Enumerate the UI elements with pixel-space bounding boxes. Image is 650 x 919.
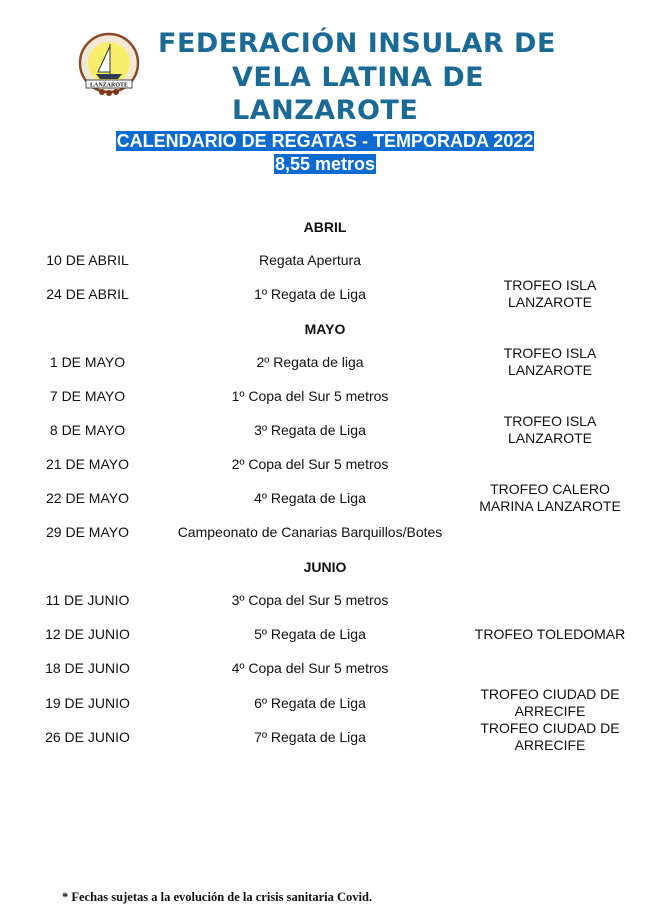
- event-trophy: TROFEO CIUDAD DE ARRECIFE: [480, 686, 620, 719]
- event-name: 2º Regata de liga: [256, 354, 364, 370]
- event-date: 11 DE JUNIO: [45, 592, 130, 608]
- page-title-line-2: VELA LATINA DE: [232, 62, 485, 93]
- event-name: 6º Regata de Liga: [254, 695, 366, 711]
- table-row: [0, 413, 650, 449]
- event-name: 1º Regata de Liga: [254, 286, 366, 302]
- table-row: [0, 345, 650, 381]
- table-row: [0, 447, 650, 483]
- event-date: 8 DE MAYO: [49, 422, 126, 438]
- event-name: 5º Regata de Liga: [254, 626, 366, 642]
- event-name: Campeonato de Canarias Barquillos/Botes: [177, 524, 443, 540]
- event-name: 7º Regata de Liga: [254, 729, 366, 745]
- subtitle-banner: [0, 131, 650, 152]
- event-name: Regata Apertura: [259, 252, 361, 268]
- event-name: 3º Regata de Liga: [254, 422, 366, 438]
- table-row: [0, 515, 650, 551]
- table-row: [0, 243, 650, 279]
- svg-text:LANZAROTE: LANZAROTE: [89, 82, 129, 89]
- federation-logo-icon: [76, 32, 142, 98]
- event-date: 29 DE MAYO: [46, 524, 129, 540]
- table-row: [0, 686, 650, 722]
- table-row: [0, 651, 650, 687]
- footnote: * Fechas sujetas a la evolución de la crisis sanitaria Covid.: [62, 890, 373, 904]
- event-name: 3º Copa del Sur 5 metros: [231, 592, 389, 608]
- page-title-line-3: LANZAROTE: [232, 95, 419, 126]
- table-row: [0, 583, 650, 619]
- event-trophy: TROFEO CIUDAD DE ARRECIFE: [480, 720, 620, 753]
- event-trophy: TROFEO CALERO MARINA LANZAROTE: [479, 481, 621, 514]
- class-banner: [0, 154, 650, 175]
- event-name: 1º Copa del Sur 5 metros: [231, 388, 389, 404]
- event-date: 22 DE MAYO: [46, 490, 129, 506]
- event-name: 4º Regata de Liga: [254, 490, 366, 506]
- event-trophy: TROFEO ISLA LANZAROTE: [503, 413, 597, 446]
- event-date: 12 DE JUNIO: [45, 626, 130, 642]
- table-row: [0, 379, 650, 415]
- event-date: 18 DE JUNIO: [45, 660, 130, 676]
- table-row: [0, 720, 650, 756]
- table-row: [0, 481, 650, 517]
- class-label: 8,55 metros: [274, 154, 376, 174]
- event-date: 24 DE ABRIL: [46, 286, 129, 302]
- event-date: 7 DE MAYO: [49, 388, 126, 404]
- event-date: 1 DE MAYO: [49, 354, 126, 370]
- event-date: 19 DE JUNIO: [45, 695, 130, 711]
- event-date: 10 DE ABRIL: [46, 252, 129, 268]
- month-heading-abril: ABRIL: [303, 219, 347, 235]
- month-heading-junio: JUNIO: [303, 559, 347, 575]
- table-row: [0, 617, 650, 653]
- event-trophy: TROFEO ISLA LANZAROTE: [503, 345, 597, 378]
- event-trophy: TROFEO TOLEDOMAR: [474, 626, 626, 642]
- subtitle: CALENDARIO DE REGATAS - TEMPORADA 2022: [116, 131, 534, 151]
- month-heading-mayo: MAYO: [304, 321, 346, 337]
- event-date: 21 DE MAYO: [46, 456, 129, 472]
- table-row: [0, 277, 650, 313]
- event-date: 26 DE JUNIO: [45, 729, 130, 745]
- event-name: 4º Copa del Sur 5 metros: [231, 660, 389, 676]
- page-title-line-1: FEDERACIÓN INSULAR DE: [158, 28, 556, 59]
- event-trophy: TROFEO ISLA LANZAROTE: [503, 277, 597, 310]
- event-name: 2º Copa del Sur 5 metros: [231, 456, 389, 472]
